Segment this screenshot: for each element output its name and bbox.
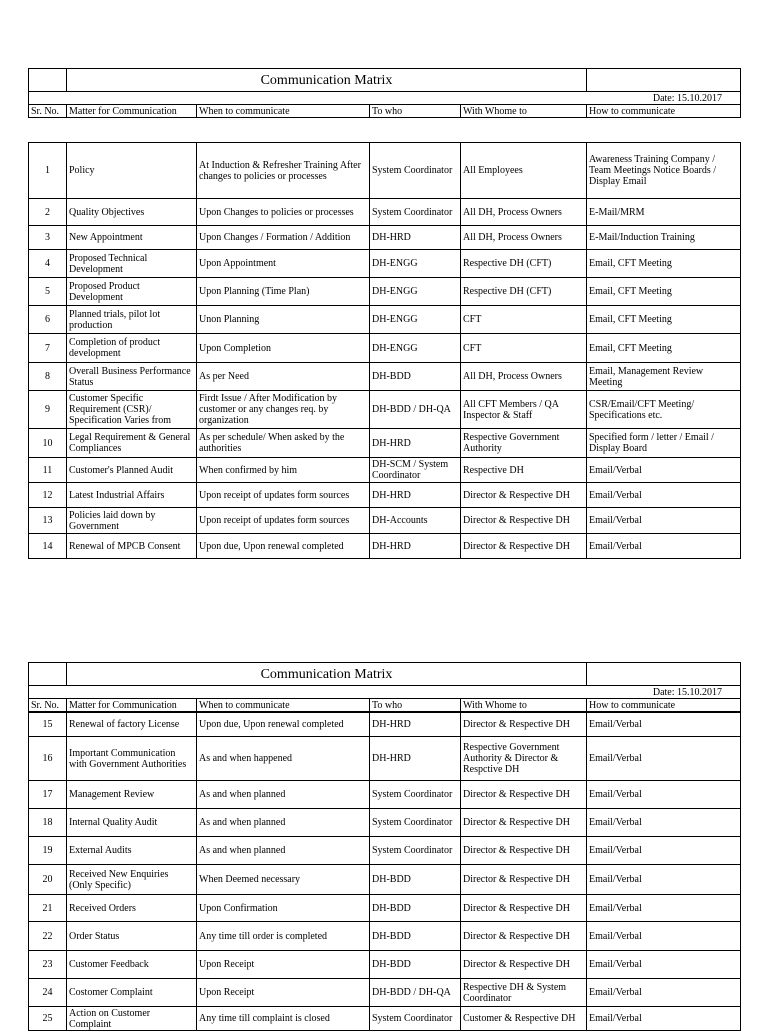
sr-no-cell: 24 <box>29 979 67 1007</box>
matter-cell: Management Review <box>67 781 197 809</box>
matter-cell: Received New Enquiries (Only Specific) <box>67 865 197 895</box>
matter-cell: Renewal of MPCB Consent <box>67 534 197 559</box>
matter-cell: Proposed Technical Development <box>67 250 197 278</box>
how-cell: Email/Verbal <box>587 483 741 508</box>
with-whom-cell: All DH, Process Owners <box>461 363 587 391</box>
to-who-cell: DH-BDD <box>370 363 461 391</box>
how-cell: Email/Verbal <box>587 508 741 534</box>
with-whom-cell: Respective Government Authority & Director & Respctive DH <box>461 737 587 781</box>
sr-no-cell: 4 <box>29 250 67 278</box>
to-who-cell: DH-ENGG <box>370 278 461 306</box>
column-header: Matter for Communication <box>67 699 197 712</box>
to-who-cell: System Coordinator <box>370 809 461 837</box>
sr-no-cell: 16 <box>29 737 67 781</box>
sr-no-cell: 1 <box>29 143 67 199</box>
when-cell: Upon Completion <box>197 334 370 363</box>
matrix-title: Communication Matrix <box>67 69 587 92</box>
table-row <box>29 534 741 559</box>
matter-cell: Customer Feedback <box>67 951 197 979</box>
with-whom-cell: All CFT Members / QA Inspector & Staff <box>461 391 587 429</box>
matter-cell: Latest Industrial Affairs <box>67 483 197 508</box>
when-cell: Upon Receipt <box>197 951 370 979</box>
with-whom-cell: Customer & Respective DH <box>461 1007 587 1031</box>
with-whom-cell: Respective DH & System Coordinator <box>461 979 587 1007</box>
with-whom-cell: All DH, Process Owners <box>461 226 587 250</box>
column-headers <box>29 699 741 712</box>
when-cell: Any time till complaint is closed <box>197 1007 370 1031</box>
how-cell: Email/Verbal <box>587 922 741 951</box>
how-cell: Email/Verbal <box>587 837 741 865</box>
when-cell: As per schedule/ When asked by the authorities <box>197 429 370 458</box>
to-who-cell: System Coordinator <box>370 199 461 226</box>
sr-no-cell: 8 <box>29 363 67 391</box>
column-header: When to communicate <box>197 699 370 712</box>
when-cell: Upon Changes / Formation / Addition <box>197 226 370 250</box>
how-cell: Email/Verbal <box>587 809 741 837</box>
how-cell: Email/Verbal <box>587 895 741 922</box>
with-whom-cell: Director & Respective DH <box>461 922 587 951</box>
with-whom-cell: Director & Respective DH <box>461 534 587 559</box>
how-cell: Email/Verbal <box>587 781 741 809</box>
column-headers <box>29 105 741 118</box>
when-cell: When Deemed necessary <box>197 865 370 895</box>
matrix-header-1 <box>28 68 741 118</box>
how-cell: Email/Verbal <box>587 713 741 737</box>
to-who-cell: DH-HRD <box>370 713 461 737</box>
sr-no-cell: 6 <box>29 306 67 334</box>
column-header: When to communicate <box>197 105 370 118</box>
when-cell: Upon Changes to policies or processes <box>197 199 370 226</box>
sr-no-cell: 18 <box>29 809 67 837</box>
to-who-cell: DH-ENGG <box>370 334 461 363</box>
table-row <box>29 837 741 865</box>
table-row <box>29 979 741 1007</box>
matter-cell: Customer's Planned Audit <box>67 458 197 483</box>
column-header: How to communicate <box>587 105 741 118</box>
to-who-cell: DH-BDD <box>370 865 461 895</box>
to-who-cell: DH-BDD / DH-QA <box>370 979 461 1007</box>
when-cell: As and when planned <box>197 837 370 865</box>
matter-cell: Customer Specific Requirement (CSR)/ Specification Varies from <box>67 391 197 429</box>
with-whom-cell: Respective DH <box>461 458 587 483</box>
sr-no-cell: 19 <box>29 837 67 865</box>
when-cell: Upon receipt of updates form sources <box>197 508 370 534</box>
when-cell: Upon receipt of updates form sources <box>197 483 370 508</box>
sr-no-cell: 15 <box>29 713 67 737</box>
table-row <box>29 713 741 737</box>
matrix-body-2 <box>28 712 741 1031</box>
how-cell: E-Mail/Induction Training <box>587 226 741 250</box>
matter-cell: Order Status <box>67 922 197 951</box>
column-header: Sr. No. <box>29 105 67 118</box>
how-cell: Email/Verbal <box>587 534 741 559</box>
with-whom-cell: All Employees <box>461 143 587 199</box>
how-cell: Email/Verbal <box>587 458 741 483</box>
matrix-body-1 <box>28 142 741 559</box>
table-row <box>29 199 741 226</box>
with-whom-cell: CFT <box>461 306 587 334</box>
table-row <box>29 1007 741 1031</box>
matrix-header-2 <box>28 662 741 712</box>
with-whom-cell: Respective Government Authority <box>461 429 587 458</box>
when-cell: Upon Receipt <box>197 979 370 1007</box>
table-row <box>29 508 741 534</box>
to-who-cell: DH-HRD <box>370 737 461 781</box>
when-cell: Upon due, Upon renewal completed <box>197 534 370 559</box>
to-who-cell: DH-HRD <box>370 483 461 508</box>
when-cell: Upon Confirmation <box>197 895 370 922</box>
matter-cell: Quality Objectives <box>67 199 197 226</box>
how-cell: Email, Management Review Meeting <box>587 363 741 391</box>
sr-no-cell: 21 <box>29 895 67 922</box>
matter-cell: Policy <box>67 143 197 199</box>
with-whom-cell: Director & Respective DH <box>461 865 587 895</box>
to-who-cell: System Coordinator <box>370 143 461 199</box>
with-whom-cell: Respective DH (CFT) <box>461 250 587 278</box>
to-who-cell: DH-ENGG <box>370 306 461 334</box>
how-cell: Email, CFT Meeting <box>587 306 741 334</box>
column-header: To who <box>370 699 461 712</box>
sr-no-cell: 25 <box>29 1007 67 1031</box>
how-cell: E-Mail/MRM <box>587 199 741 226</box>
when-cell: Any time till order is completed <box>197 922 370 951</box>
column-header: Matter for Communication <box>67 105 197 118</box>
table-row <box>29 781 741 809</box>
header-blank-cell <box>29 663 67 686</box>
matter-cell: Important Communication with Government Authorities <box>67 737 197 781</box>
table-row <box>29 951 741 979</box>
matter-cell: Received Orders <box>67 895 197 922</box>
when-cell: At Induction & Refresher Training After changes to policies or processes <box>197 143 370 199</box>
how-cell: Email/Verbal <box>587 737 741 781</box>
when-cell: When confirmed by him <box>197 458 370 483</box>
matter-cell: Planned trials, pilot lot production <box>67 306 197 334</box>
when-cell: As and when planned <box>197 809 370 837</box>
sr-no-cell: 2 <box>29 199 67 226</box>
column-header: With Whome to <box>461 105 587 118</box>
matter-cell: External Audits <box>67 837 197 865</box>
to-who-cell: DH-BDD <box>370 895 461 922</box>
matter-cell: Costomer Complaint <box>67 979 197 1007</box>
to-who-cell: DH-BDD <box>370 922 461 951</box>
sr-no-cell: 12 <box>29 483 67 508</box>
when-cell: Upon Appointment <box>197 250 370 278</box>
to-who-cell: DH-ENGG <box>370 250 461 278</box>
table-row <box>29 143 741 199</box>
sr-no-cell: 10 <box>29 429 67 458</box>
matter-cell: Renewal of factory License <box>67 713 197 737</box>
matter-cell: Proposed Product Development <box>67 278 197 306</box>
header-blank-cell <box>29 69 67 92</box>
table-row <box>29 737 741 781</box>
table-row <box>29 226 741 250</box>
with-whom-cell: CFT <box>461 334 587 363</box>
with-whom-cell: Respective DH (CFT) <box>461 278 587 306</box>
sr-no-cell: 13 <box>29 508 67 534</box>
how-cell: Email/Verbal <box>587 979 741 1007</box>
matter-cell: Policies laid down by Government <box>67 508 197 534</box>
how-cell: Email, CFT Meeting <box>587 278 741 306</box>
matter-cell: Completion of product development <box>67 334 197 363</box>
to-who-cell: DH-BDD <box>370 951 461 979</box>
matter-cell: New Appointment <box>67 226 197 250</box>
sr-no-cell: 23 <box>29 951 67 979</box>
sr-no-cell: 17 <box>29 781 67 809</box>
how-cell: Email/Verbal <box>587 865 741 895</box>
with-whom-cell: All DH, Process Owners <box>461 199 587 226</box>
table-row <box>29 483 741 508</box>
matter-cell: Action on Customer Complaint <box>67 1007 197 1031</box>
how-cell: Email/Verbal <box>587 951 741 979</box>
to-who-cell: DH-HRD <box>370 429 461 458</box>
column-header: How to communicate <box>587 699 741 712</box>
table-row <box>29 391 741 429</box>
with-whom-cell: Director & Respective DH <box>461 951 587 979</box>
matter-cell: Internal Quality Audit <box>67 809 197 837</box>
sr-no-cell: 9 <box>29 391 67 429</box>
matrix-title: Communication Matrix <box>67 663 587 686</box>
column-header: To who <box>370 105 461 118</box>
sr-no-cell: 14 <box>29 534 67 559</box>
to-who-cell: DH-SCM / System Coordinator <box>370 458 461 483</box>
how-cell: Email, CFT Meeting <box>587 250 741 278</box>
table-row <box>29 278 741 306</box>
table-row <box>29 363 741 391</box>
sr-no-cell: 20 <box>29 865 67 895</box>
column-header: Sr. No. <box>29 699 67 712</box>
to-who-cell: DH-HRD <box>370 226 461 250</box>
table-row <box>29 306 741 334</box>
date-label: Date: 15.10.2017 <box>29 92 741 105</box>
to-who-cell: DH-Accounts <box>370 508 461 534</box>
with-whom-cell: Director & Respective DH <box>461 781 587 809</box>
table-row <box>29 250 741 278</box>
table-row <box>29 865 741 895</box>
when-cell: As and when planned <box>197 781 370 809</box>
date-label: Date: 15.10.2017 <box>29 686 741 699</box>
how-cell: Email/Verbal <box>587 1007 741 1031</box>
column-header: With Whome to <box>461 699 587 712</box>
when-cell: Firdt Issue / After Modification by customer or any changes req. by organization <box>197 391 370 429</box>
table-row <box>29 458 741 483</box>
with-whom-cell: Director & Respective DH <box>461 837 587 865</box>
how-cell: CSR/Email/CFT Meeting/ Specifications etc. <box>587 391 741 429</box>
header-blank-cell <box>587 663 741 686</box>
with-whom-cell: Director & Respective DH <box>461 895 587 922</box>
when-cell: Upon due, Upon renewal completed <box>197 713 370 737</box>
to-who-cell: System Coordinator <box>370 781 461 809</box>
to-who-cell: System Coordinator <box>370 1007 461 1031</box>
with-whom-cell: Director & Respective DH <box>461 713 587 737</box>
table-row <box>29 922 741 951</box>
table-row <box>29 334 741 363</box>
when-cell: Unon Planning <box>197 306 370 334</box>
with-whom-cell: Director & Respective DH <box>461 483 587 508</box>
matter-cell: Overall Business Performance Status <box>67 363 197 391</box>
with-whom-cell: Director & Respective DH <box>461 508 587 534</box>
how-cell: Awareness Training Company / Team Meetings Notice Boards / Display Email <box>587 143 741 199</box>
to-who-cell: DH-HRD <box>370 534 461 559</box>
to-who-cell: DH-BDD / DH-QA <box>370 391 461 429</box>
sr-no-cell: 7 <box>29 334 67 363</box>
how-cell: Specified form / letter / Email / Display Board <box>587 429 741 458</box>
when-cell: Upon Planning (Time Plan) <box>197 278 370 306</box>
sr-no-cell: 3 <box>29 226 67 250</box>
with-whom-cell: Director & Respective DH <box>461 809 587 837</box>
how-cell: Email, CFT Meeting <box>587 334 741 363</box>
sr-no-cell: 11 <box>29 458 67 483</box>
table-row <box>29 895 741 922</box>
sr-no-cell: 22 <box>29 922 67 951</box>
table-row <box>29 809 741 837</box>
matter-cell: Legal Requirement & General Compliances <box>67 429 197 458</box>
sr-no-cell: 5 <box>29 278 67 306</box>
header-blank-cell <box>587 69 741 92</box>
when-cell: As and when happened <box>197 737 370 781</box>
table-row <box>29 429 741 458</box>
when-cell: As per Need <box>197 363 370 391</box>
to-who-cell: System Coordinator <box>370 837 461 865</box>
